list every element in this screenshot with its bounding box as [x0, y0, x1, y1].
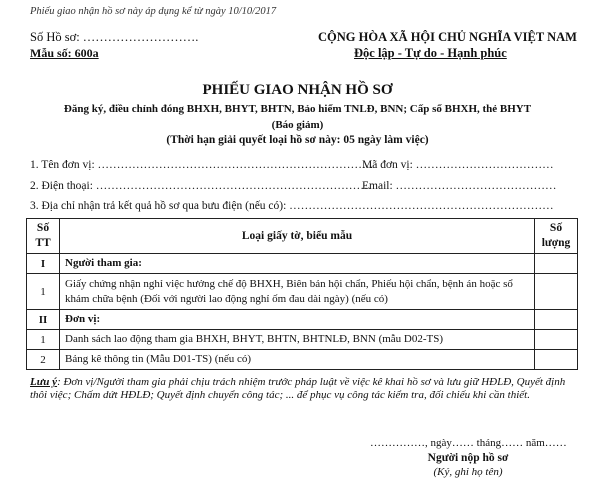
- row-document: Bảng kê thông tin (Mẫu D01-TS) (nếu có): [60, 350, 535, 370]
- motto: Độc lập - Tự do - Hạnh phúc: [354, 46, 507, 60]
- field-dien-thoai: 2. Điện thoại: ………………………………………………………………: [30, 180, 372, 192]
- page-subtitle: Đăng ký, điều chỉnh đóng BHXH, BHYT, BHTN, Bảo hiểm TNLĐ, BNN; Cấp sổ BHXH, thẻ BHYT: [63, 103, 532, 115]
- signature-date: ……………, ngày…… tháng…… năm……: [370, 437, 567, 449]
- row-document: Danh sách lao động tham gia BHXH, BHYT, BHTN, BHTNLĐ, BNN (mẫu D02-TS): [60, 330, 535, 350]
- row-document: Người tham gia:: [60, 254, 535, 274]
- table-row: [27, 274, 578, 310]
- header-stt: Số TT: [27, 219, 60, 254]
- row-document: Giấy chứng nhận nghỉ việc hưởng chế độ BHXH, Biên bản hội chẩn, Phiếu hội chẩn, bệnh án hoặc sổ khám chữa bệnh (Đối với người lao động nghỉ ốm đau dài ngày) (nếu có): [60, 274, 535, 310]
- row-quantity: [535, 310, 578, 330]
- processing-deadline: (Thời hạn giải quyết loại hồ sơ này: 05 ngày làm việc): [166, 134, 429, 146]
- so-ho-so: Số Hồ sơ: ……………………….: [30, 30, 199, 44]
- signature-role: Người nộp hồ sơ: [427, 452, 509, 464]
- row-stt: I: [27, 254, 60, 274]
- section-row: [27, 310, 578, 330]
- note-label: Lưu ý: [30, 376, 58, 388]
- page-title: PHIẾU GIAO NHẬN HỒ SƠ: [202, 82, 393, 98]
- row-stt: II: [27, 310, 60, 330]
- field-dia-chi: 3. Địa chỉ nhận trả kết quả hồ sơ qua bưu điện (nếu có): ……………………………………………………………: [30, 200, 554, 212]
- applicability-note: Phiếu giao nhận hồ sơ này áp dụng kể từ ngày 10/10/2017: [30, 6, 277, 17]
- row-quantity: [535, 254, 578, 274]
- field-ma-don-vi: Mã đơn vị: ………………………………: [362, 159, 554, 171]
- page-subtitle-2: (Báo giảm): [271, 119, 324, 131]
- note-text: : Đơn vị/Người tham gia phải chịu trách nhiệm trước pháp luật về việc kê khai hồ sơ và lưu giữ HĐLĐ, Quyết định thôi việc; Chấm dứt HĐLĐ; Quyết định chuyển công tác; ... để phục vụ công tác kiểm tra, đối chiếu khi cần thiết.: [30, 376, 566, 401]
- row-stt: 1: [27, 330, 60, 350]
- documents-table: [26, 218, 578, 370]
- table-row: [27, 330, 578, 350]
- table-row: [27, 350, 578, 370]
- row-quantity: [535, 350, 578, 370]
- header-quantity: Số lượng: [535, 219, 578, 254]
- row-document: Đơn vị:: [60, 310, 535, 330]
- signature-hint: (Ký, ghi họ tên): [433, 466, 503, 478]
- mau-so: Mẫu số: 600a: [30, 46, 99, 60]
- country-name: CỘNG HÒA XÃ HỘI CHỦ NGHĨA VIỆT NAM: [318, 30, 577, 44]
- section-row: [27, 254, 578, 274]
- row-quantity: [535, 330, 578, 350]
- field-email: Email: ……………………………………: [362, 180, 557, 192]
- row-stt: 2: [27, 350, 60, 370]
- row-quantity: [535, 274, 578, 310]
- note-block: [30, 376, 578, 402]
- table-body: [27, 254, 578, 370]
- field-ten-don-vi: 1. Tên đơn vị: ………………………………………………………………: [30, 159, 374, 171]
- row-stt: 1: [27, 274, 60, 310]
- header-document-type: Loại giấy tờ, biểu mẫu: [60, 219, 535, 254]
